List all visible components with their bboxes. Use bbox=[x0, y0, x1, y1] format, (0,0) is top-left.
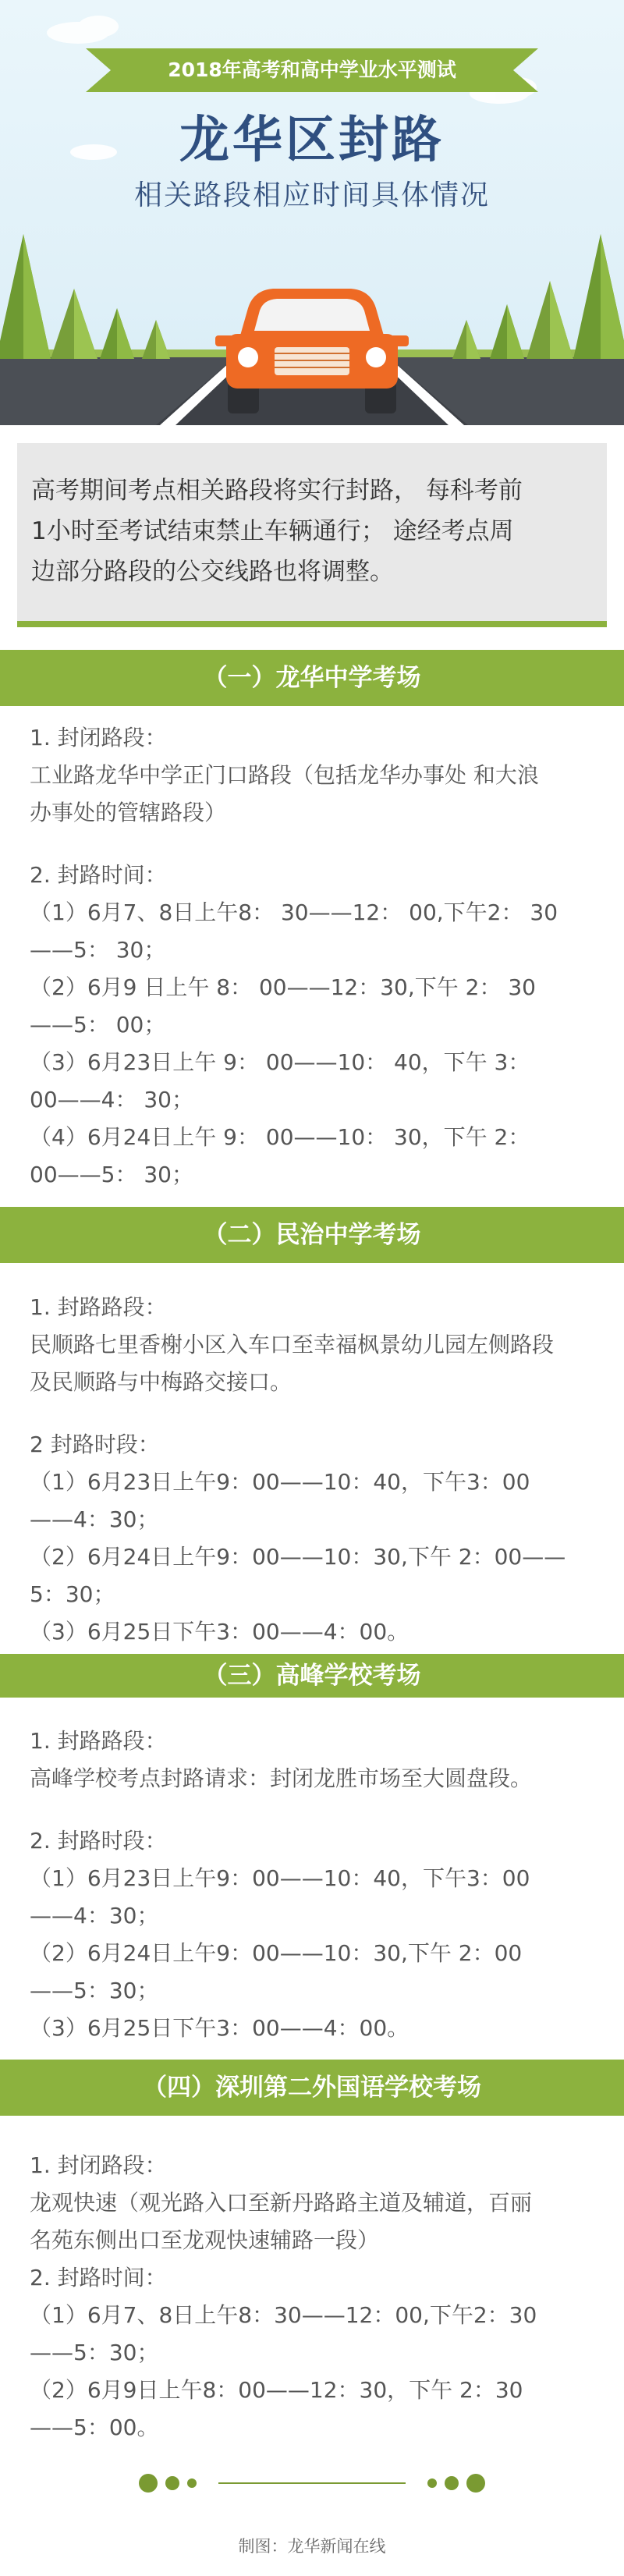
time-line: ——5： 00； bbox=[30, 1012, 166, 1038]
time-line: （2）6月9日上午8：00——12：30，下午 2：30 bbox=[30, 2377, 523, 2403]
time-line: （2）6月24日上午9：00——10：30,下午 2：00 bbox=[30, 1940, 523, 1966]
section-body-shenzhen-second-foreign-language bbox=[30, 2147, 607, 2446]
road-label: 1. 封闭路段： bbox=[30, 2152, 167, 2178]
footer-divider bbox=[0, 2468, 624, 2499]
credit-text: 制图：龙华新闻在线 bbox=[238, 2537, 386, 2556]
section-body-gaofeng bbox=[30, 1723, 607, 2047]
time-line: （1）6月7、8日上午8：30——12：00,下午2：30 bbox=[30, 2302, 537, 2328]
time-line: ——5： 30； bbox=[30, 937, 166, 963]
tree-icon-group-left bbox=[0, 234, 170, 359]
time-line: （1）6月23日上午9：00——10：40，下午3：00 bbox=[30, 1865, 530, 1891]
time-line: （3）6月25日下午3：00——4：00。 bbox=[30, 1619, 410, 1645]
intro-line: 1小时至考试结束禁止车辆通行； 途经考点周 bbox=[31, 517, 514, 545]
header-ribbon-text: 2018年高考和高中学业水平测试 bbox=[168, 59, 456, 81]
time-line: ——5：30； bbox=[30, 1978, 159, 2003]
road-label: 1. 封路路段： bbox=[30, 1728, 167, 1754]
road-label: 1. 封闭路段： bbox=[30, 725, 167, 750]
time-line: （3）6月23日上午 9： 00——10： 40，下午 3： bbox=[30, 1049, 530, 1075]
time-line: （2）6月24日上午9：00——10：30,下午 2：00—— bbox=[30, 1544, 566, 1570]
road-line: 名苑东侧出口至龙观快速辅路一段） bbox=[30, 2227, 380, 2253]
time-line: 00——4： 30； bbox=[30, 1087, 193, 1112]
time-line: （2）6月9 日上午 8： 00——12：30,下午 2： 30 bbox=[30, 974, 536, 1000]
header-banner bbox=[0, 0, 624, 425]
time-line: （3）6月25日下午3：00——4：00。 bbox=[30, 2015, 410, 2041]
time-line: ——4：30； bbox=[30, 1903, 159, 1928]
road-line: 办事处的管辖路段） bbox=[30, 800, 227, 825]
tree-icon-group-right bbox=[452, 234, 624, 359]
section-header-longhua: （一）龙华中学考场 bbox=[0, 650, 624, 706]
road-line: 民顺路七里香榭小区入车口至幸福枫景幼儿园左侧路段 bbox=[30, 1332, 555, 1357]
section-body-minzhi bbox=[30, 1289, 607, 1651]
time-line: （1）6月23日上午9：00——10：40，下午3：00 bbox=[30, 1469, 530, 1495]
section-body-longhua bbox=[30, 719, 607, 1194]
road-line: 及民顺路与中梅路交接口。 bbox=[30, 1369, 292, 1395]
time-line: （4）6月24日上午 9： 00——10： 30，下午 2： bbox=[30, 1124, 530, 1150]
time-label: 2 封路时段： bbox=[30, 1432, 160, 1457]
road-line: 龙观快速（观光路入口至新丹路路主道及辅道，百丽 bbox=[30, 2190, 533, 2216]
page-title: 龙华区封路 bbox=[179, 112, 445, 169]
time-label: 2. 封路时间： bbox=[30, 2265, 167, 2290]
time-line: ——5：00。 bbox=[30, 2415, 159, 2440]
page-subtitle: 相关路段相应时间具体情况 bbox=[133, 179, 490, 211]
time-line: ——4：30； bbox=[30, 1506, 159, 1532]
section-header-gaofeng: （三）高峰学校考场 bbox=[0, 1654, 624, 1698]
section-header-shenzhen-second-foreign-language: （四）深圳第二外国语学校考场 bbox=[0, 2060, 624, 2116]
time-line: （1）6月7、8日上午8： 30——12： 00,下午2： 30 bbox=[30, 899, 558, 925]
intro-line: 边部分路段的公交线路也将调整。 bbox=[31, 558, 394, 586]
intro-line: 高考期间考点相关路段将实行封路， 每科考前 bbox=[31, 477, 523, 505]
intro-box bbox=[17, 443, 607, 627]
time-line: ——5：30； bbox=[30, 2340, 159, 2365]
section-header-minzhi: （二）民治中学考场 bbox=[0, 1207, 624, 1263]
road-label: 1. 封路路段： bbox=[30, 1294, 167, 1320]
road-line: 高峰学校考点封路请求：封闭龙胜市场至大圆盘段。 bbox=[30, 1765, 533, 1791]
road-line: 工业路龙华中学正门口路段（包括龙华办事处 和大浪 bbox=[30, 762, 539, 788]
header-ribbon bbox=[86, 48, 538, 92]
time-line: 00——5： 30； bbox=[30, 1162, 193, 1187]
time-label: 2. 封路时段： bbox=[30, 1828, 167, 1854]
time-label: 2. 封路时间： bbox=[30, 862, 167, 888]
time-line: 5：30； bbox=[30, 1581, 115, 1607]
